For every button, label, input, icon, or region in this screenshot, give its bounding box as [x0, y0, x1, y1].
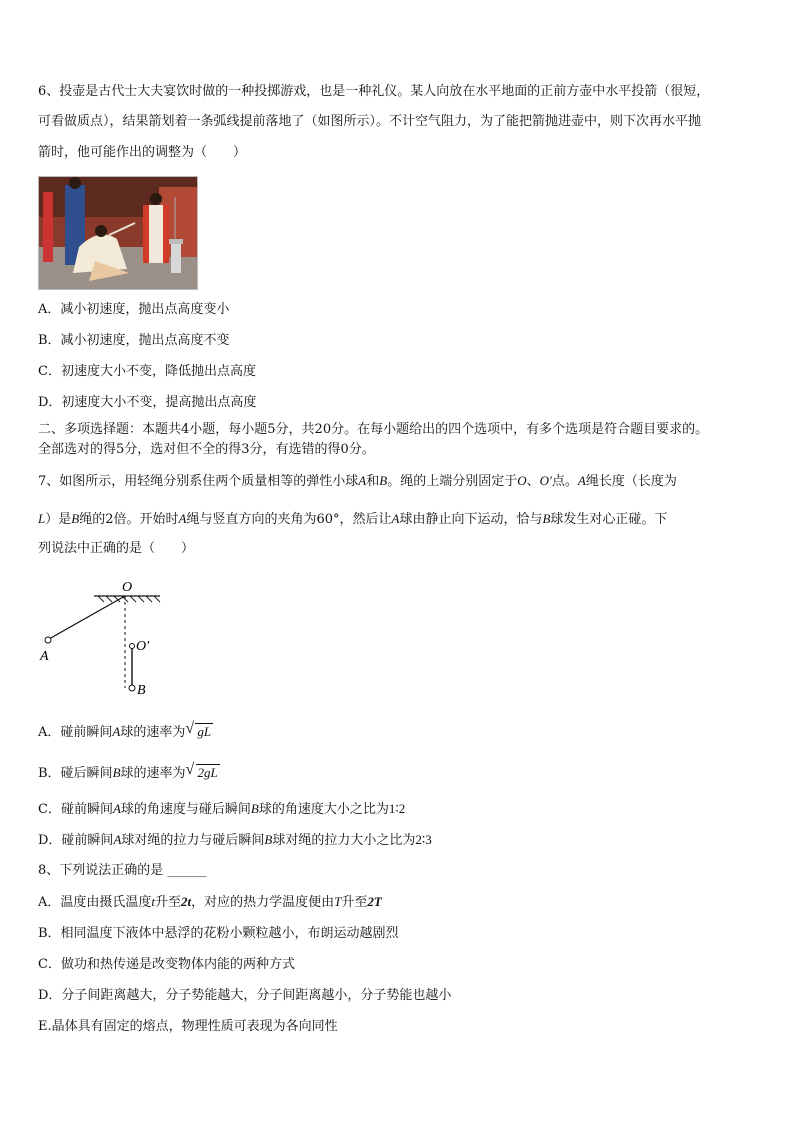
- symbol-a: A: [391, 511, 400, 526]
- option-text: D．碰前瞬间: [38, 833, 114, 848]
- q7-text: 和: [366, 474, 380, 489]
- q6-option-c: C．初速度大小不变，降低抛出点高度: [38, 364, 256, 379]
- q7-text: 、: [526, 474, 540, 489]
- sqrt-expression: √ gL: [185, 720, 212, 739]
- q7-text: 球由静止向下运动，恰与: [399, 512, 543, 527]
- pendulum-diagram: [36, 576, 176, 700]
- option-text: 球的角速度大小之比为: [258, 802, 389, 817]
- q7-option-d: [38, 830, 758, 851]
- symbol-t: t: [151, 894, 156, 909]
- radicand: gL: [197, 724, 212, 739]
- option-text: 球对绳的拉力与碰后瞬间: [121, 833, 265, 848]
- q6-option-a: A．减小初速度，抛出点高度变小: [38, 302, 230, 317]
- option-text: 升至: [341, 895, 368, 910]
- section2-instructions-line-1: 二、多项选择题：本题共4小题，每小题5分，共20分。在每小题给出的四个选项中，有多个选项是符合题目要求的。: [38, 422, 709, 437]
- q7-text: 球发生对心正碰。下: [550, 512, 668, 527]
- q7-text: ）是: [45, 512, 72, 527]
- symbol-b: B: [112, 765, 121, 780]
- q6-stem-line-3: 箭时，他可能作出的调整为（ ）: [38, 145, 247, 160]
- q7-option-c: [38, 799, 758, 820]
- symbol-a: A: [112, 724, 121, 739]
- q6-stem-line-1: 6、投壶是古代士大夫宴饮时做的一种投掷游戏，也是一种礼仪。某人向放在水平地面的正前方壶中水平投箭（很短，: [38, 84, 710, 99]
- option-text: 球的速率为: [120, 766, 186, 781]
- symbol-2t: 2t: [181, 894, 192, 909]
- q6-option-b: B．减小初速度，抛出点高度不变: [38, 333, 230, 348]
- label-a: A: [40, 649, 49, 664]
- q7-text: 点。: [551, 474, 578, 489]
- rope-a: [49, 596, 125, 639]
- sqrt-expression: √ 2gL: [185, 761, 218, 780]
- q8-stem: 8、下列说法正确的是 ______: [38, 863, 207, 878]
- symbol-a: A: [358, 473, 367, 488]
- symbol-a: A: [178, 511, 187, 526]
- q6-stem-line-2: 可看做质点），结果箭划着一条弧线提前落地了（如图所示）。不计空气阻力，为了能把箭抛进壶中，则下次再水平抛: [38, 114, 702, 129]
- q7-stem-line-2: [38, 509, 758, 530]
- q7-stem-line-1: [38, 471, 758, 492]
- symbol-o: O: [517, 473, 527, 488]
- symbol-b: B: [542, 511, 551, 526]
- symbol-a: A: [577, 473, 586, 488]
- symbol-a: A: [113, 832, 122, 847]
- symbol-o-prime: O′: [539, 473, 552, 488]
- symbol-b: B: [250, 801, 259, 816]
- q7-text: 。绳的上端分别固定于: [387, 474, 518, 489]
- q8-option-e: E.晶体具有固定的熔点，物理性质可表现为各向同性: [38, 1019, 338, 1034]
- option-text: A．温度由摄氏温度: [38, 895, 152, 910]
- label-o: O: [122, 580, 133, 595]
- q8-option-d: D．分子间距离越大，分子势能越大，分子间距离越小，分子势能也越小: [38, 988, 452, 1003]
- q6-option-d: D．初速度大小不变，提高抛出点高度: [38, 395, 257, 410]
- symbol-b: B: [264, 832, 273, 847]
- q8-option-c: C．做功和热传递是改变物体内能的两种方式: [38, 957, 295, 972]
- touhu-photo-illustration: [39, 177, 197, 289]
- q7-option-b: [38, 763, 758, 784]
- option-text: A．碰前瞬间: [38, 725, 113, 740]
- q7-text: 绳与竖直方向的夹角为60°，然后让: [186, 512, 392, 527]
- option-text: B．碰后瞬间: [38, 766, 113, 781]
- symbol-a: A: [112, 801, 121, 816]
- q8-option-a: [38, 892, 758, 913]
- q7-text: 绳长度（长度为: [585, 474, 677, 489]
- label-b: B: [137, 683, 146, 698]
- option-text: 球对绳的拉力大小之比为: [272, 833, 416, 848]
- pivot-o-prime: [130, 644, 135, 649]
- symbol-2t-kelvin: 2T: [367, 894, 382, 909]
- ceiling-hatch: [98, 596, 160, 602]
- symbol-l: L: [38, 511, 46, 526]
- q7-text: 绳的2倍。开始时: [79, 512, 179, 527]
- option-text: 升至: [155, 895, 182, 910]
- ball-a: [45, 637, 51, 643]
- ratio-value: 2∶3: [415, 832, 432, 847]
- option-text: C．碰前瞬间: [38, 802, 113, 817]
- radicand: 2gL: [197, 765, 218, 780]
- option-text: 球的速率为: [120, 725, 186, 740]
- ratio-value: 1∶2: [388, 801, 406, 816]
- symbol-t-kelvin: T: [334, 894, 342, 909]
- symbol-b: B: [71, 511, 80, 526]
- label-o-prime: O′: [136, 639, 150, 654]
- symbol-b: B: [379, 473, 388, 488]
- q8-option-b: B．相同温度下液体中悬浮的花粉小颗粒越小，布朗运动越剧烈: [38, 926, 399, 941]
- q7-option-a: [38, 722, 758, 743]
- option-text: 球的角速度与碰后瞬间: [120, 802, 251, 817]
- q7-text: 7、如图所示，用轻绳分别系住两个质量相等的弹性小球: [38, 474, 359, 489]
- touhu-photo: [38, 176, 198, 290]
- section2-instructions-line-2: 全部选对的得5分，选对但不全的得3分，有选错的得0分。: [38, 442, 375, 457]
- option-text: ，对应的热力学温度便由: [191, 895, 335, 910]
- ball-b: [129, 685, 135, 691]
- q7-stem-line-3: 列说法中正确的是（ ）: [38, 541, 195, 556]
